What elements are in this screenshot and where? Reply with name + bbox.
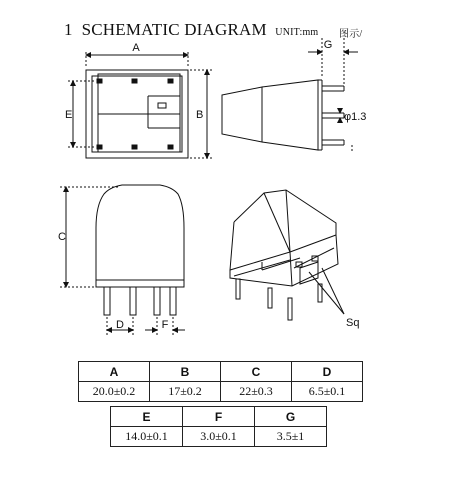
value-cell: 3.0±0.1 [183,427,255,447]
isometric-view [230,190,344,320]
header-cell: B [150,362,221,382]
note-label: 图示/ [339,29,363,40]
label-e: E [65,109,73,121]
label-a: A [132,42,140,54]
label-sq: Sq [346,317,360,329]
title-text: SCHEMATIC DIAGRAM [81,20,267,39]
header-cell: A [79,362,150,382]
header-cell: C [221,362,292,382]
dimension-table-2 [110,406,327,447]
table-header-row [79,362,363,382]
header-cell: G [255,407,327,427]
label-c: C [58,231,66,243]
label-g: G [323,39,333,51]
value-cell: 20.0±0.2 [79,382,150,402]
header-cell: E [111,407,183,427]
value-cell: 14.0±0.1 [111,427,183,447]
dimension-table-1 [78,361,363,402]
label-b: B [196,109,204,121]
label-d: D [116,319,124,331]
side-view [222,38,358,151]
table-header-row [111,407,327,427]
front-view [60,185,185,335]
label-pin-diameter: φ1.3 [344,111,367,123]
title-number: 1 [64,20,73,39]
value-cell: 6.5±0.1 [292,382,363,402]
top-view [68,50,212,158]
header-cell: D [292,362,363,382]
unit-label: UNIT:mm [275,27,319,38]
table-row [111,427,327,447]
value-cell: 17±0.2 [150,382,221,402]
label-f: F [161,319,169,331]
value-cell: 22±0.3 [221,382,292,402]
value-cell: 3.5±1 [255,427,327,447]
header-cell: F [183,407,255,427]
table-row [79,382,363,402]
